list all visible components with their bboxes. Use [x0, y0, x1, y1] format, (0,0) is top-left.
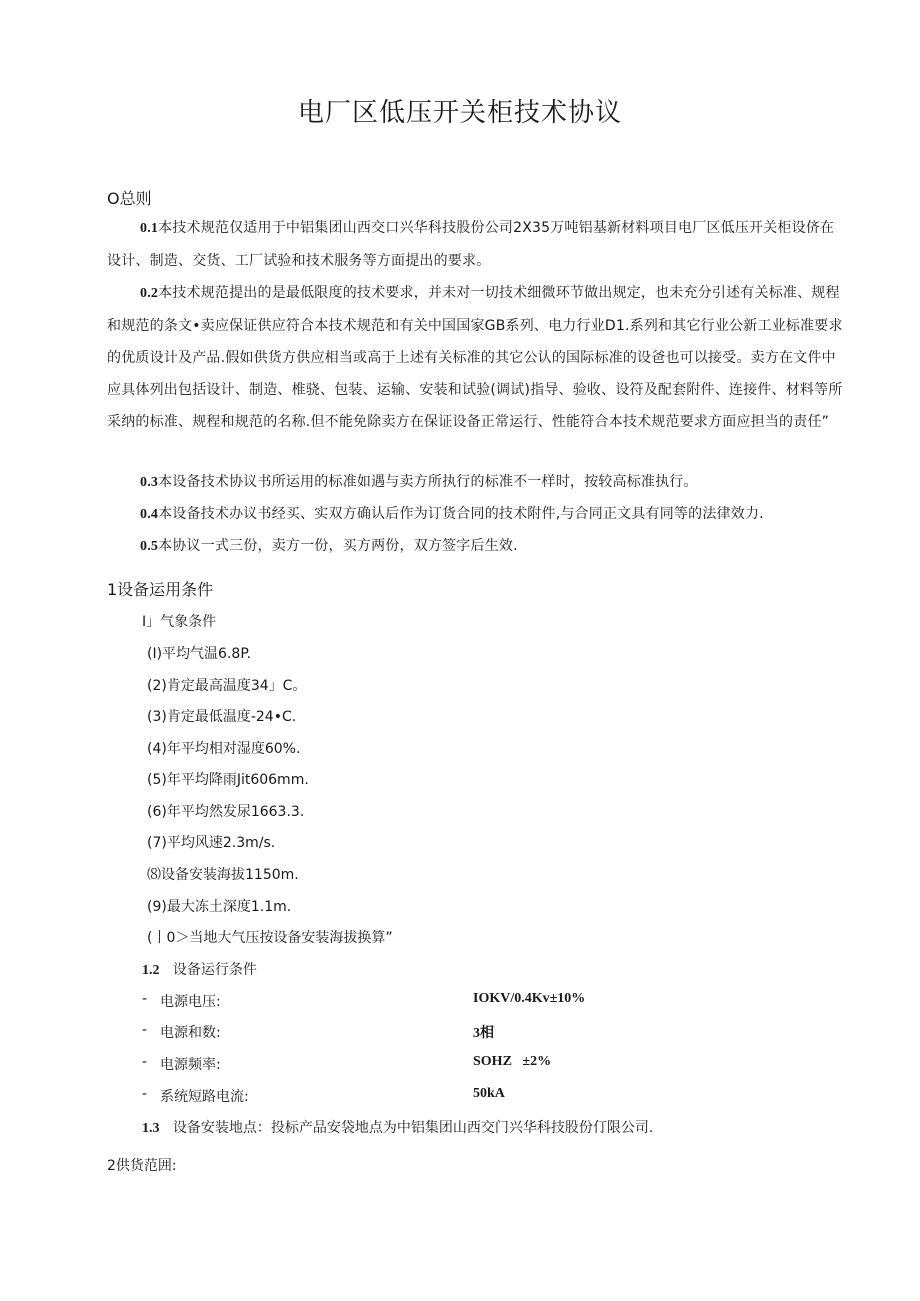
climate-item: (6)年平均然发尿1663.3. — [147, 804, 305, 820]
paragraph-0-1 — [107, 212, 847, 277]
condition-value: SOHZ ±2% — [473, 1054, 552, 1069]
climate-item: (7)平均风速2.3m∕s. — [147, 835, 276, 851]
condition-value: 50kA — [473, 1086, 505, 1101]
condition-label: 电源和数: — [160, 1025, 221, 1041]
section-0-heading: O总则 — [107, 189, 152, 208]
climate-item: (丨0＞当地大气压按设备安装海拔换算” — [147, 930, 393, 946]
clause-text: 设备运行条件 — [172, 962, 257, 978]
paragraph-0-3 — [107, 466, 847, 499]
condition-value: IOKV/0.4Kv±10% — [473, 991, 586, 1006]
condition-dash: - — [142, 1022, 148, 1038]
paragraph-0-2 — [107, 277, 847, 438]
climate-item: (5)年平均降雨Jit606mm. — [147, 772, 309, 788]
section-2-heading: 2供货范囲: — [107, 1158, 177, 1174]
condition-label: 电源频率: — [160, 1057, 221, 1073]
subsection-1-2-heading — [142, 959, 257, 979]
paragraph-0-4 — [107, 498, 847, 531]
clause-text: 本设备技术协议书所运用的标准如遇与卖方所执行的标准不一样时，按较高标准执行。 — [158, 474, 698, 490]
condition-label: 电源电压: — [160, 994, 221, 1010]
climate-item: (I)平均气温6.8P. — [147, 646, 252, 662]
subsection-1-3 — [142, 1117, 653, 1137]
climate-item: (2)肯定最高温度34」C。 — [147, 678, 307, 694]
climate-item: (3)肯定最低温度-24•C. — [147, 709, 297, 725]
clause-number: 0.3 — [140, 475, 159, 490]
condition-dash: - — [142, 1054, 148, 1070]
subsection-1-1-heading: I」气象条件 — [142, 614, 217, 630]
condition-dash: - — [142, 991, 148, 1007]
clause-number: 0.4 — [140, 507, 159, 522]
clause-number: 0.2 — [140, 286, 159, 301]
condition-label: 系统短路电流: — [160, 1089, 249, 1105]
clause-text: 设备安装地点：投标产品安袋地点为中铝集团山西交门兴华科技股份仃限公司. — [172, 1120, 654, 1136]
paragraph-0-5 — [107, 530, 847, 563]
document-title: 电厂区低压开关柜技术协议 — [297, 98, 622, 128]
section-1-heading: 1设备运用条件 — [107, 580, 214, 599]
clause-number: 1.3 — [142, 1121, 160, 1136]
condition-dash: - — [142, 1086, 148, 1102]
climate-item: (4)年平均相对湿度60%. — [147, 741, 301, 757]
clause-number: 0.1 — [140, 221, 159, 236]
clause-text: 本设备技术办议书经买、实双方确认后作为订货合同的技术附件,与合同正文具有同等的法律效力. — [158, 506, 764, 522]
clause-number: 0.5 — [140, 539, 159, 554]
clause-text: 本技术规范仅适用于中铝集团山西交口兴华科技股份公司2X35万吨铝基新材料项目电厂区低压开关柜设侪在设计、制造、交货、工厂试验和技术服务等方面提出的要求。 — [107, 220, 835, 269]
condition-value: 3相 — [473, 1026, 494, 1041]
clause-text: 本技术规范提出的是最低限度的技术要求，并未对一切技术细微环节做出规定，也未充分引述有关标准、规程和规范的条文•卖应保证供应符合本技术规范和有关中国国家GB系列、电力行业D1.系列和其它行业公新工业标准要求的优质设计及产品.假如供货方供应相当或高于上述有关标准的其它公认的国际标准的设爸也可以接受。卖方在文件中应具体列出包括设计、制造、椎骁、包装、运输、安装和试验(调试)指导、验收、设符及配套附件、连接件、材料等所采纳的标准、规程和规范的名称.但不能免除卖方在保证设备正常运行、性能符合本技术规范要求方面应担当的责任” — [107, 285, 843, 430]
climate-item: ⑻设备安装海拔1150m. — [147, 867, 299, 883]
clause-number: 1.2 — [142, 963, 160, 978]
clause-text: 本协议一式三份，卖方一份，买方两份，双方签字后生效. — [158, 538, 518, 554]
climate-item: (9)最大冻土深度1.1m. — [147, 899, 292, 915]
